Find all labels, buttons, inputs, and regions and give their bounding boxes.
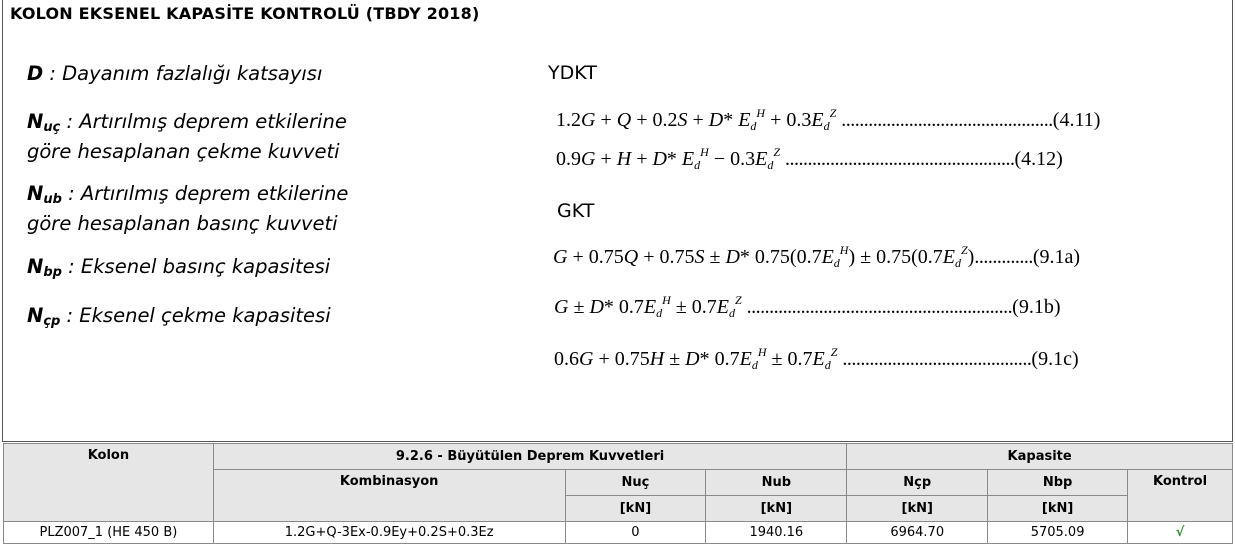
definition-nub [27,182,348,236]
symbol: N [27,110,44,133]
cell-nub: 1940.16 [706,522,847,544]
equation-number: (9.1b) [1012,296,1061,318]
check-mark-icon: √ [1128,522,1233,544]
definition-text: : Dayanım fazlalığı katsayısı [43,62,323,85]
header-nbp: Nbp [988,470,1128,496]
cell-kombinasyon: 1.2G+Q-3Ex-0.9Ey+0.2S+0.3Ez [213,522,565,544]
symbol: N [27,304,44,327]
symbol: D [27,62,44,85]
symbol-subscript: çp [43,314,61,329]
equation-number: (4.11) [1052,109,1101,131]
unit-ncp: [kN] [847,496,988,522]
equation-number: (9.1a) [1032,246,1081,268]
equation-number: (4.12) [1014,148,1063,170]
definition-nbp [27,255,330,285]
definition-text: : Artırılmış deprem etkilerine [60,110,347,133]
unit-nbp: [kN] [988,496,1128,522]
equation-9-1b: G ± D* $0.7E_d^H \pm 0.7E_d^Z$ ...........................................................(9.1b) [554,293,1061,320]
definition-ncp [27,304,331,334]
definition-text-line2: göre hesaplanan çekme kuvveti [27,140,340,163]
equation-4-11: 1.2G + Q + 0.2S + D* $E_d^H + 0.3E_d^Z$ ...............................................(4.11) [556,106,1101,133]
header-kolon: Kolon [4,444,214,522]
definition-text: : Eksenel çekme kapasitesi [60,304,331,327]
page-title: KOLON EKSENEL KAPASİTE KONTROLÜ (TBDY 2018) [10,4,480,23]
equation-9-1a: G + 0.75Q + 0.75S ± D* $0.75(0.7E_d^H) \pm 0.75(0.7E_d^Z).............(9.1a)$ [553,243,1081,270]
unit-nub: [kN] [706,496,847,522]
definition-text: : Eksenel basınç kapasitesi [61,255,331,278]
cell-kolon: PLZ007_1 (HE 450 B) [4,522,214,544]
symbol: N [27,182,44,205]
equation-number: (9.1c) [1031,348,1079,370]
symbol-subscript: bp [43,265,62,280]
symbol: N [27,255,44,278]
header-kombinasyon: Kombinasyon [213,470,565,522]
definition-text-line2: göre hesaplanan basınç kuvveti [27,212,338,235]
unit-nuc: [kN] [565,496,706,522]
symbol-subscript: uç [43,120,61,135]
definition-nuc [27,110,347,164]
header-ncp: Nçp [847,470,988,496]
header-nub: Nub [706,470,847,496]
equation-9-1c: 0.6G + 0.75H ± D* $0.7E_d^H \pm 0.7E_d^Z$ ..........................................(9.1c) [554,345,1079,372]
table-row [4,522,1233,544]
equation-4-12: 0.9G + H + D* $E_d^H - 0.3E_d^Z$ ...................................................(4.12) [556,145,1063,172]
section-gkt: GKT [557,200,595,222]
cell-ncp: 6964.70 [847,522,988,544]
cell-nuc: 0 [565,522,706,544]
header-nuc: Nuç [565,470,706,496]
cell-nbp: 5705.09 [988,522,1128,544]
symbol-subscript: ub [43,192,62,207]
section-ydkt: YDKT [548,62,597,84]
definition-text: : Artırılmış deprem etkilerine [61,182,349,205]
header-group-capacity: Kapasite [847,444,1233,470]
header-kontrol: Kontrol [1128,470,1233,522]
definition-d [27,62,322,86]
results-table [3,443,1233,544]
header-group-forces: 9.2.6 - Büyütülen Deprem Kuvvetleri [213,444,846,470]
